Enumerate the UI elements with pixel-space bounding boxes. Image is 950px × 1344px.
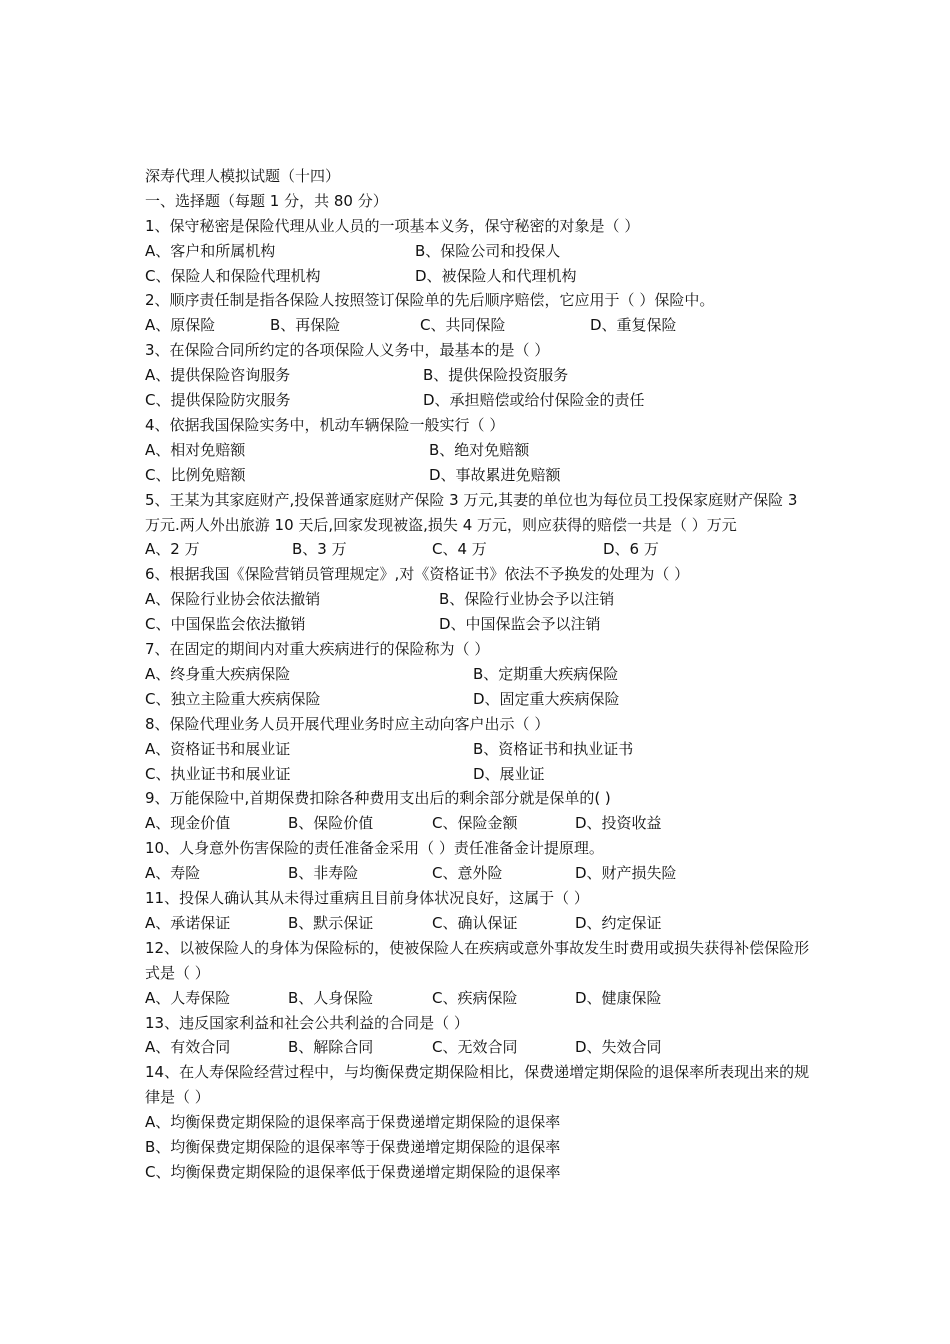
answer-option: A、客户和所属机构 [145, 241, 276, 260]
answer-option: C、保险人和保险代理机构 [145, 266, 321, 285]
answer-option: A、2 万 [145, 540, 200, 559]
section-heading: 一、选择题（每题 1 分，共 80 分） [145, 191, 388, 210]
answer-option: C、执业证书和展业证 [145, 764, 291, 783]
answer-option: A、现金价值 [145, 814, 231, 833]
option-row [145, 1135, 815, 1160]
question-block [145, 936, 815, 1011]
answer-option: C、独立主险重大疾病保险 [145, 689, 321, 708]
question-stem: 3、在保险合同所约定的各项保险人义务中，最基本的是（ ） [145, 341, 550, 360]
question-stem: 14、在人寿保险经营过程中，与均衡保费定期保险相比，保费递增定期保险的退保率所表现出来的规律是（ ） [145, 1063, 810, 1107]
question-block [145, 562, 815, 637]
option-row [145, 986, 815, 1011]
answer-option: C、意外险 [432, 864, 503, 883]
answer-option: D、被保险人和代理机构 [415, 266, 577, 285]
option-row [145, 537, 815, 562]
answer-option: A、原保险 [145, 316, 216, 335]
option-row [145, 687, 815, 712]
answer-option: C、4 万 [432, 540, 487, 559]
answer-option: D、事故累进免赔额 [429, 465, 561, 484]
answer-option: A、相对免赔额 [145, 440, 246, 459]
option-row [145, 1110, 815, 1135]
answer-option: B、绝对免赔额 [429, 440, 530, 459]
option-row [145, 463, 815, 488]
question-block [145, 712, 815, 787]
answer-option: D、中国保监会予以注销 [439, 615, 601, 634]
question-block [145, 413, 815, 488]
option-row [145, 762, 815, 787]
option-row [145, 264, 815, 289]
question-block [145, 288, 815, 338]
option-row [145, 911, 815, 936]
answer-option: D、固定重大疾病保险 [473, 689, 620, 708]
question-block [145, 886, 815, 936]
answer-option: B、保险行业协会予以注销 [439, 590, 615, 609]
option-row [145, 1035, 815, 1060]
answer-option: C、疾病保险 [432, 988, 518, 1007]
option-row [145, 612, 815, 637]
question-stem: 10、人身意外伤害保险的责任准备金采用（ ）责任准备金计提原理。 [145, 839, 604, 858]
answer-option: A、提供保险咨询服务 [145, 366, 291, 385]
answer-option: A、人寿保险 [145, 988, 231, 1007]
question-block [145, 338, 815, 413]
answer-option: C、均衡保费定期保险的退保率低于保费递增定期保险的退保率 [145, 1162, 561, 1181]
option-row [145, 1160, 815, 1185]
answer-option: B、均衡保费定期保险的退保率等于保费递增定期保险的退保率 [145, 1138, 561, 1156]
answer-option: D、健康保险 [575, 988, 662, 1007]
answer-option: D、展业证 [473, 764, 545, 783]
answer-option: B、提供保险投资服务 [423, 366, 569, 385]
answer-option: B、解除合同 [288, 1038, 374, 1057]
question-stem: 6、根据我国《保险营销员管理规定》,对《资格证书》依法不予换发的处理为（ ） [145, 565, 690, 584]
question-stem: 1、保守秘密是保险代理从业人员的一项基本义务，保守秘密的对象是（ ） [145, 216, 640, 235]
answer-option: C、共同保险 [420, 316, 506, 335]
answer-option: A、资格证书和展业证 [145, 739, 291, 758]
answer-option: A、保险行业协会依法撤销 [145, 590, 321, 609]
document-title: 深寿代理人模拟试题（十四） [145, 167, 341, 185]
answer-option: A、终身重大疾病保险 [145, 664, 291, 683]
answer-option: D、约定保证 [575, 913, 662, 932]
answer-option: D、投资收益 [575, 814, 662, 833]
answer-option: C、比例免赔额 [145, 465, 246, 484]
document-body [145, 164, 815, 1185]
answer-option: B、再保险 [270, 316, 341, 335]
question-stem: 5、王某为其家庭财产,投保普通家庭财产保险 3 万元,其妻的单位也为每位员工投保家庭财产保险 3 万元.两人外出旅游 10 天后,回家发现被盗,损失 4 万元，则应获得的赔偿一共是（ ）万元 [145, 490, 798, 534]
question-stem: 11、投保人确认其从未得过重病且目前身体状况良好，这属于（ ） [145, 889, 589, 907]
answer-option: C、中国保监会依法撤销 [145, 615, 306, 634]
answer-option: B、人身保险 [288, 988, 374, 1007]
answer-option: C、保险金额 [432, 814, 518, 833]
answer-option: C、提供保险防灾服务 [145, 391, 291, 410]
option-row [145, 438, 815, 463]
option-row [145, 239, 815, 264]
option-row [145, 737, 815, 762]
answer-option: A、均衡保费定期保险的退保率高于保费递增定期保险的退保率 [145, 1113, 561, 1132]
answer-option: D、失效合同 [575, 1038, 662, 1057]
question-stem: 4、依据我国保险实务中，机动车辆保险一般实行（ ） [145, 415, 505, 434]
question-stem: 9、万能保险中,首期保费扣除各种费用支出后的剩余部分就是保单的( ) [145, 789, 611, 808]
question-block [145, 637, 815, 712]
answer-option: D、6 万 [603, 540, 659, 559]
answer-option: D、承担赔偿或给付保险金的责任 [423, 391, 645, 410]
question-stem: 7、在固定的期间内对重大疾病进行的保险称为（ ） [145, 640, 490, 659]
answer-option: D、重复保险 [590, 316, 677, 335]
answer-option: B、保险公司和投保人 [415, 241, 561, 260]
question-block [145, 1011, 815, 1061]
answer-option: A、寿险 [145, 864, 201, 883]
answer-option: B、非寿险 [288, 864, 359, 883]
option-row [145, 861, 815, 886]
question-block [145, 1060, 815, 1184]
question-block [145, 786, 815, 836]
answer-option: A、承诺保证 [145, 913, 231, 932]
answer-option: B、3 万 [292, 540, 347, 559]
answer-option: B、默示保证 [288, 913, 374, 932]
question-stem: 13、违反国家利益和社会公共利益的合同是（ ） [145, 1013, 469, 1032]
question-block [145, 488, 815, 563]
answer-option: A、有效合同 [145, 1038, 231, 1057]
option-row [145, 363, 815, 388]
question-list [145, 214, 815, 1185]
question-stem: 12、以被保险人的身体为保险标的，使被保险人在疾病或意外事故发生时费用或损失获得补偿保险形式是（ ） [145, 938, 810, 982]
option-row [145, 662, 815, 687]
question-block [145, 836, 815, 886]
answer-option: B、资格证书和执业证书 [473, 739, 634, 758]
answer-option: D、财产损失险 [575, 864, 677, 883]
answer-option: C、无效合同 [432, 1038, 518, 1057]
question-block [145, 214, 815, 289]
option-row [145, 811, 815, 836]
answer-option: B、保险价值 [288, 814, 374, 833]
question-stem: 2、顺序责任制是指各保险人按照签订保险单的先后顺序赔偿，它应用于（ ）保险中。 [145, 291, 715, 310]
option-row [145, 388, 815, 413]
answer-option: C、确认保证 [432, 913, 518, 932]
answer-option: B、定期重大疾病保险 [473, 664, 619, 683]
question-stem: 8、保险代理业务人员开展代理业务时应主动向客户出示（ ） [145, 714, 550, 733]
option-row [145, 587, 815, 612]
option-row [145, 313, 815, 338]
